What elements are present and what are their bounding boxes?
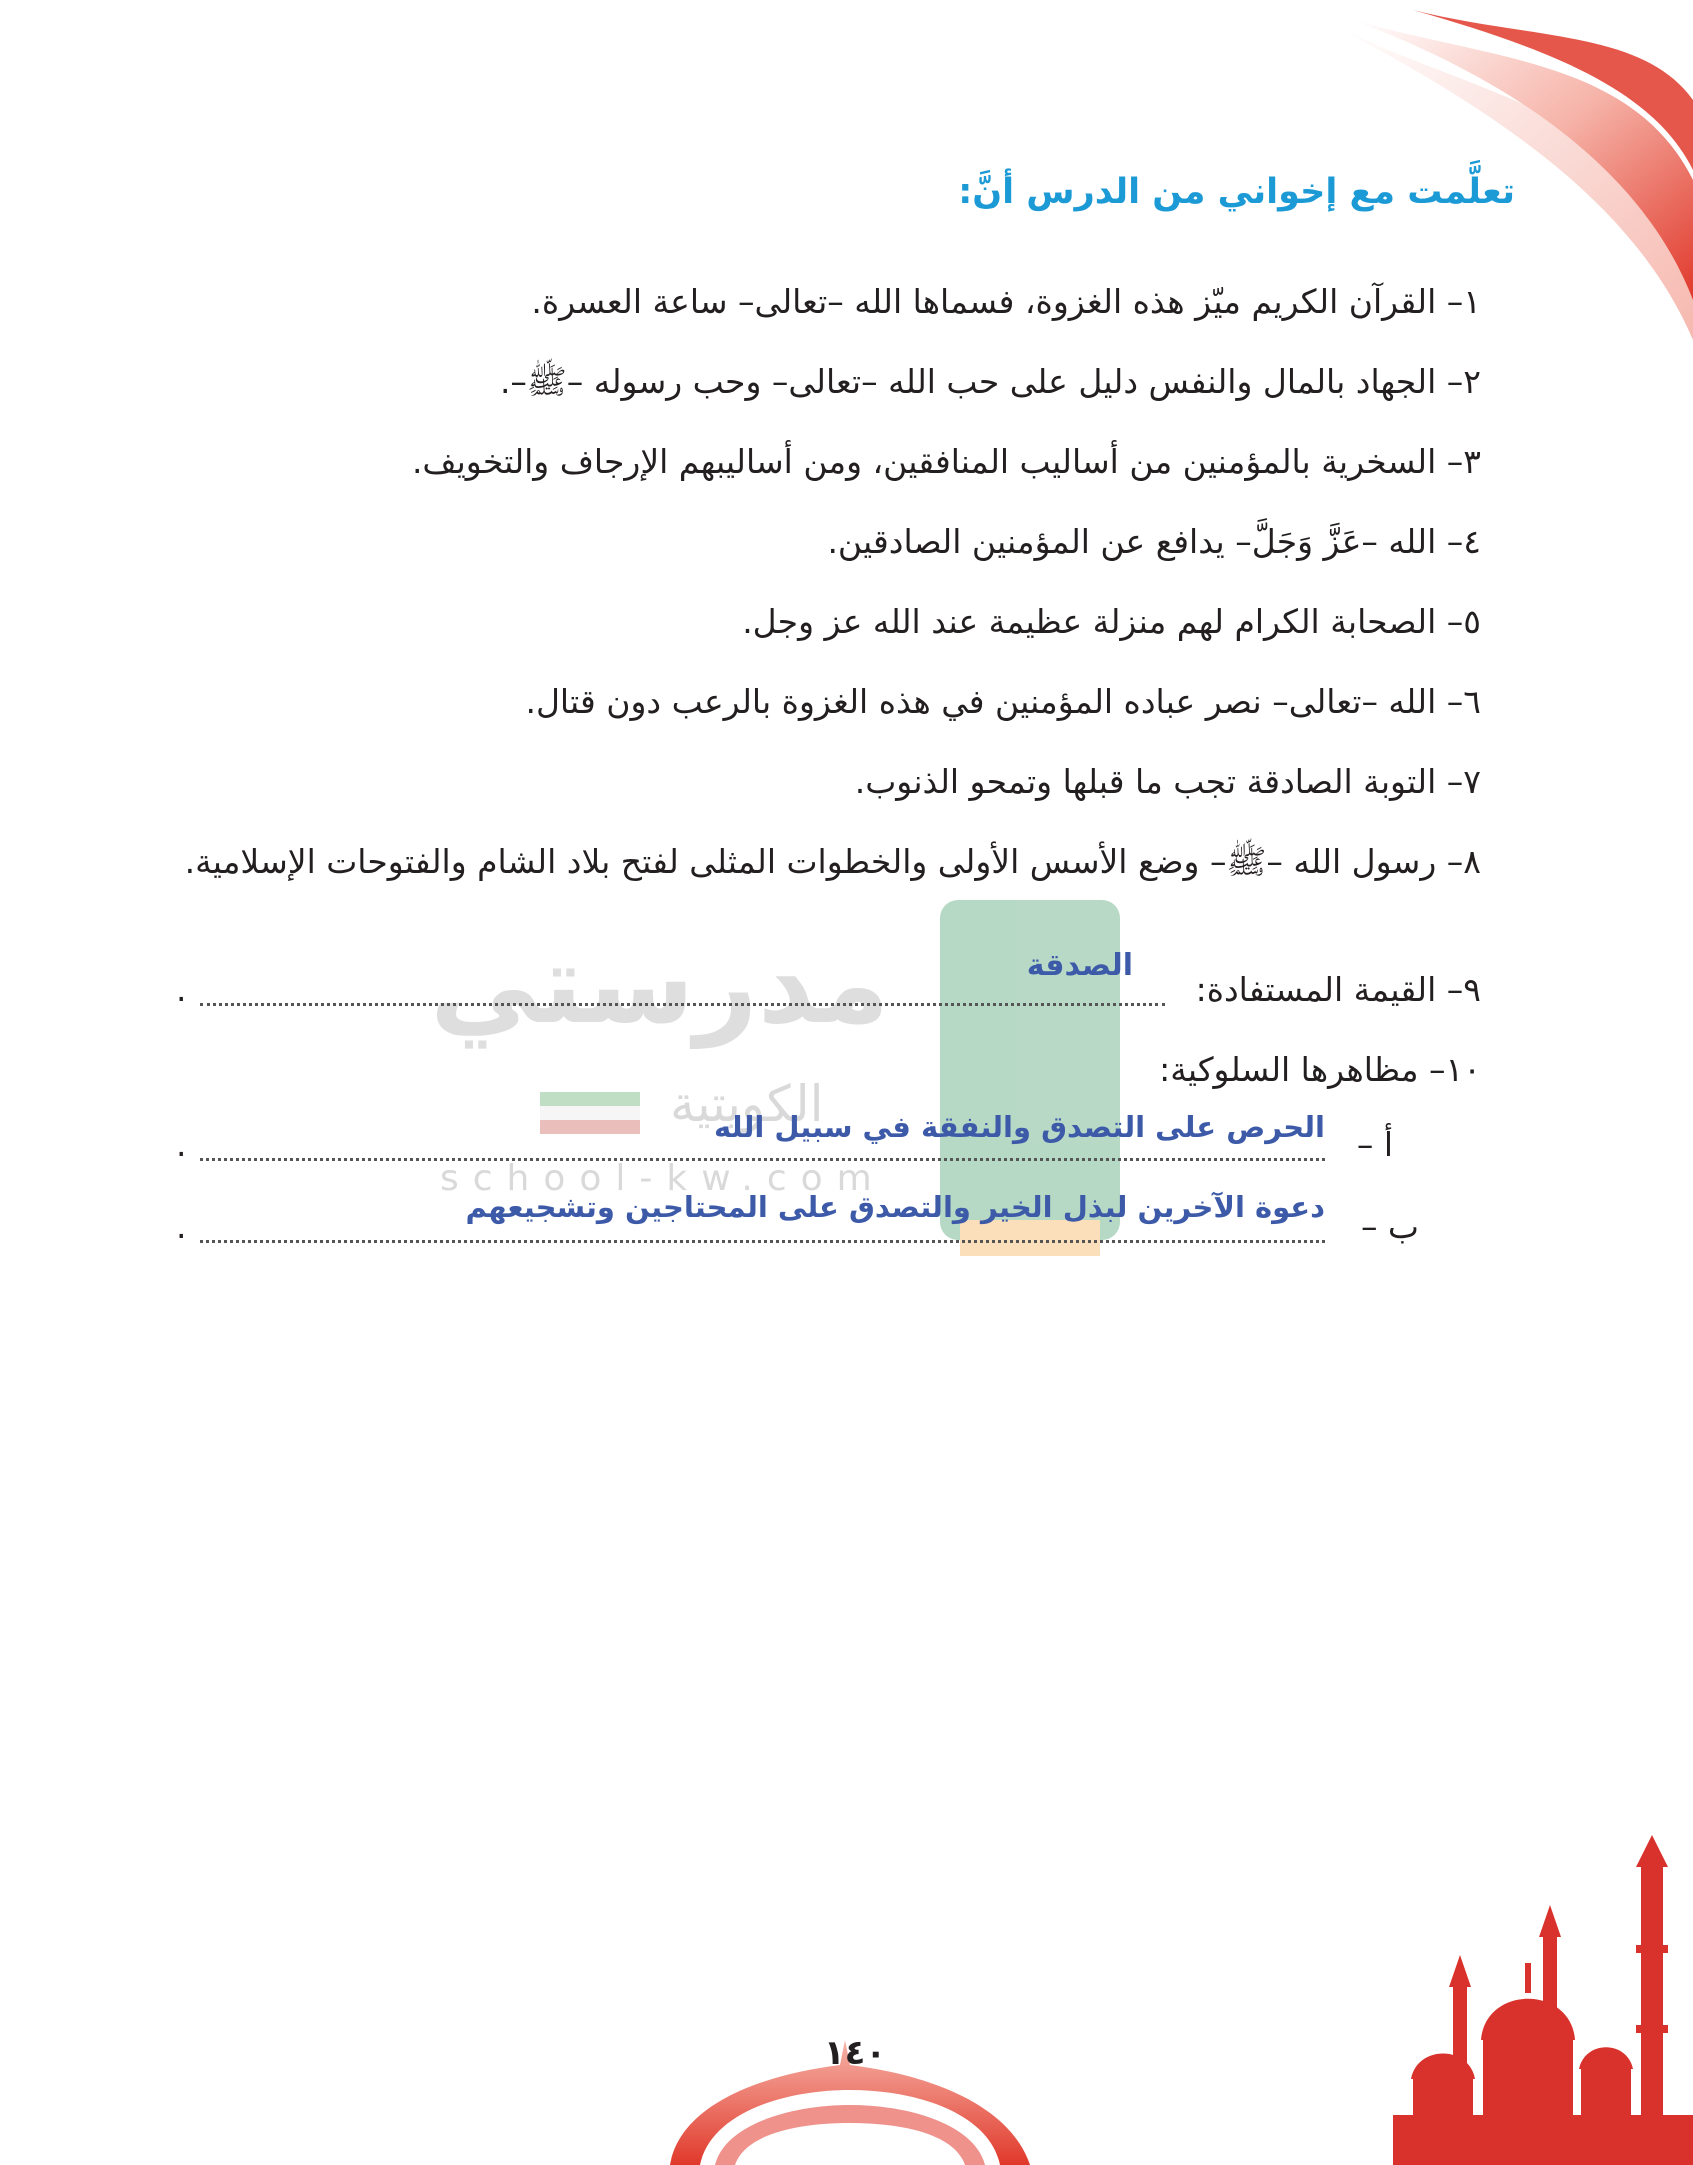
list-item: ٨– رسول الله –ﷺ– وضع الأسس الأولى والخطوات المثلى لفتح بلاد الشام والفتوحات الإسلامية. <box>184 842 1481 881</box>
q9-answer: الصدقة <box>1026 948 1133 983</box>
q10-b-end-dot: . <box>176 1207 187 1246</box>
q10-b-letter: ب – <box>1360 1207 1419 1246</box>
q10-a-end-dot: . <box>176 1125 187 1164</box>
q9-answer-line <box>200 1003 1165 1006</box>
q9-end-dot: . <box>176 970 187 1009</box>
list-item: ٧– التوبة الصادقة تجب ما قبلها وتمحو الذنوب. <box>854 762 1481 801</box>
watermark-logo-accent <box>960 1220 1100 1256</box>
q10-a-answer: الحرص على التصدق والنفقة في سبيل الله <box>714 1110 1325 1144</box>
watermark-site: school-kw.com <box>440 1158 886 1199</box>
q10-b-answer: دعوة الآخرين لبذل الخير والتصدق على المحتاجين وتشجيعهم <box>465 1190 1325 1224</box>
watermark-country: الكويتية <box>670 1075 824 1133</box>
watermark-brand: مدرستي <box>430 920 890 1048</box>
watermark <box>400 880 1200 1300</box>
list-item: ٦– الله –تعالى– نصر عباده المؤمنين في هذه الغزوة بالرعب دون قتال. <box>525 682 1481 721</box>
section-title: تعلَّمت مع إخواني من الدرس أنَّ: <box>958 172 1515 212</box>
q10-b-answer-line <box>200 1240 1325 1243</box>
q10-a-answer-line <box>200 1158 1325 1161</box>
list-item: ٥– الصحابة الكرام لهم منزلة عظيمة عند الله عز وجل. <box>742 602 1481 641</box>
mosque-icon <box>1393 1835 1693 2165</box>
list-item: ١– القرآن الكريم ميّز هذه الغزوة، فسماها الله –تعالى– ساعة العسرة. <box>531 282 1481 321</box>
list-item: ٢– الجهاد بالمال والنفس دليل على حب الله –تعالى– وحب رسوله –ﷺ–. <box>499 362 1481 401</box>
page-number: ١٤٠ <box>823 2033 887 2073</box>
q10-label: ١٠– مظاهرها السلوكية: <box>1159 1050 1481 1089</box>
kuwait-flag <box>540 1092 640 1134</box>
lessons-list <box>131 262 1481 902</box>
list-item: ٣– السخرية بالمؤمنين من أساليب المنافقين، ومن أساليبهم الإرجاف والتخويف. <box>411 442 1481 481</box>
q10-a-letter: أ – <box>1356 1125 1393 1164</box>
q9-label: ٩– القيمة المستفادة: <box>1195 970 1481 1009</box>
list-item: ٤– الله –عَزَّ وَجَلَّ– يدافع عن المؤمنين الصادقين. <box>827 522 1481 561</box>
